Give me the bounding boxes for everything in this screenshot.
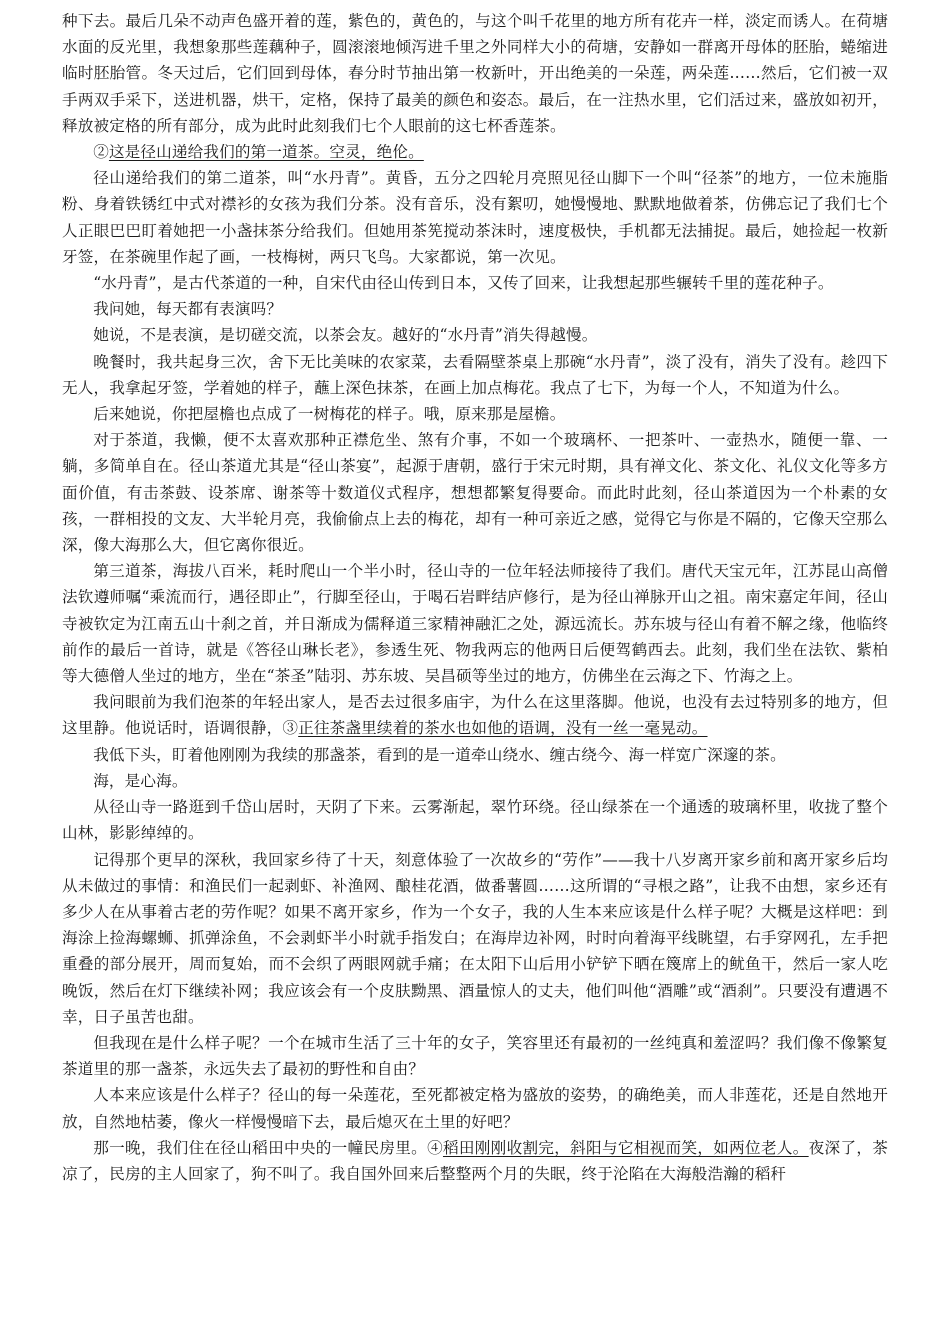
paragraph (62, 689, 888, 741)
underlined-text: 正往茶盏里续着的茶水也如他的语调，没有一丝一毫晃动。 (298, 719, 708, 738)
text-segment: 后来她说，你把屋檐也点成了一树梅花的样子。哦，原来那是屋檐。 (93, 405, 566, 424)
underlined-text: 这是径山递给我们的第一道茶。空灵，绝伦。 (108, 143, 424, 162)
paragraph (62, 742, 888, 768)
text-segment: 我问她，每天都有表演吗？ (93, 300, 283, 319)
paragraph (62, 1135, 888, 1187)
paragraph (62, 847, 888, 1030)
text-segment: ③ (282, 719, 299, 738)
text-segment: 第三道茶，海拔八百米，耗时爬山一个半小时，径山寺的一位年轻法师接待了我们。唐代天宝元年，江苏昆山高僧法钦遵师嘱“乘流而行，遇径即止”，行脚至径山，于喝石岩畔结庐修行，是为径山禅脉开山之祖。南宋嘉定年间，径山寺被钦定为江南五山十刹之首，并日渐成为儒释道三家精神融汇之处，源远流长。苏东坡与径山有着不解之缘，他临终前作的最后一首诗，就是《答径山琳长老》，参透生死、物我两忘的他两日后便驾鹤西去。此刻，我们坐在法钦、紫柏等大德僧人坐过的地方，坐在“茶圣”陆羽、苏东坡、吴昌硕等坐过的地方，仿佛坐在云海之下、竹海之上。 (62, 562, 888, 686)
paragraph (62, 1082, 888, 1134)
text-segment: “水丹青”，是古代茶道的一种，自宋代由径山传到日本，又传了回来，让我想起那些辗转千里的莲花种子。 (93, 274, 834, 293)
article-body (62, 8, 888, 1187)
text-segment: 对于茶道，我懒，便不太喜欢那种正襟危坐、煞有介事，不如一个玻璃杯、一把茶叶、一壶热水，随便一靠、一躺，多简单自在。径山茶道尤其是“径山茶宴”，起源于唐朝，盛行于宋元时期，具有禅文化、茶文化、礼仪文化等多方面价值，有击茶鼓、设茶席、谢茶等十数道仪式程序，想想都繁复得要命。而此时此刻，径山茶道因为一个朴素的女孩，一群相投的文友、大半轮月亮，我偷偷点上去的梅花，却有一种可亲近之感，觉得它与你是不隔的，它像天空那么深，像大海那么大，但它离你很近。 (62, 431, 888, 555)
paragraph (62, 349, 888, 401)
text-segment: 她说，不是表演，是切磋交流，以茶会友。越好的“水丹青”消失得越慢。 (93, 326, 598, 345)
text-segment: 径山递给我们的第二道茶，叫“水丹青”。黄昏，五分之四轮月亮照见径山脚下一个叫“径茶”的地方，一位未施脂粉、身着铁锈红中式对襟衫的女孩为我们分茶。没有音乐，没有絮叨，她慢慢地、默默地做着茶，仿佛忘记了我们七个人正眼巴巴盯着她把一小盏抹茶分给我们。但她用茶筅搅动茶沫时，速度极快，手机都无法捕捉。最后，她捡起一枚新牙签，在茶碗里作起了画，一枝梅树，两只飞鸟。大家都说，第一次见。 (62, 169, 888, 266)
paragraph (62, 558, 888, 689)
paragraph (62, 794, 888, 846)
paragraph (62, 270, 888, 296)
text-segment: ② (93, 143, 109, 162)
paragraph (62, 165, 888, 270)
text-segment: 海，是心海。 (93, 771, 188, 790)
paragraph (62, 139, 888, 165)
text-segment: 晚餐时，我共起身三次，舍下无比美味的农家菜，去看隔壁茶桌上那碗“水丹青”，淡了没有，消失了没有。趁四下无人，我拿起牙签，学着她的样子，蘸上深色抹茶，在画上加点梅花。我点了七下，为每一个人，不知道为什么。 (62, 352, 888, 397)
text-segment: 那一晚，我们住在径山稻田中央的一幢民房里。 (93, 1138, 428, 1157)
text-segment: ④ (427, 1138, 443, 1157)
paragraph (62, 427, 888, 558)
text-segment: 从径山寺一路逛到千岱山居时，天阴了下来。云雾渐起，翠竹环绕。径山绿茶在一个通透的玻璃杯里，收拢了整个山林，影影绰绰的。 (62, 798, 888, 843)
paragraph (62, 768, 888, 794)
text-segment: 种下去。最后几朵不动声色盛开着的莲，紫色的，黄色的，与这个叫千花里的地方所有花卉一样，淡定而诱人。在荷塘水面的反光里，我想象那些莲藕种子，圆滚滚地倾泻进千里之外同样大小的荷塘，安静如一群离开母体的胚胎，蜷缩进临时胚胎管。冬天过后，它们回到母体，春分时节抽出第一枚新叶，开出绝美的一朵莲，两朵莲……然后，它们被一双手两双手采下，送进机器，烘干，定格，保持了最美的颜色和姿态。最后，在一注热水里，它们活过来，盛放如初开，释放被定格的所有部分，成为此时此刻我们七个人眼前的这七杯香莲茶。 (62, 12, 888, 135)
paragraph (62, 8, 888, 139)
paragraph (62, 322, 888, 348)
text-segment: 人本来应该是什么样子？径山的每一朵莲花，至死都被定格为盛放的姿势，的确绝美，而人非莲花，还是自然地开放，自然地枯萎，像火一样慢慢暗下去，最后熄灭在土里的好吧？ (62, 1086, 888, 1131)
text-segment: 记得那个更早的深秋，我回家乡待了十天，刻意体验了一次故乡的“劳作”——我十八岁离开家乡前和离开家乡后均从未做过的事情：和渔民们一起剥虾、补渔网、酿桂花酒，做番薯圆……这所谓的“寻根之路”，让我不由想，家乡还有多少人在从事着古老的劳作呢？如果不离开家乡，作为一个女子，我的人生本来应该是什么样子呢？大概是这样吧：到海涂上捡海螺蛳、抓弹涂鱼，不会剥虾半小时就手指发白；在海岸边补网，时时向着海平线眺望，右手穿网孔，左手把重叠的部分展开，周而复始，而不会织了两眼网就手痛；在太阳下山后用小铲铲下晒在篾席上的鱿鱼干，然后一家人吃晚饭，然后在灯下继续补网；我应该会有一个皮肤黝黑、酒量惊人的丈夫，他们叫他“酒雕”或“酒刹”。只要没有遭遇不幸，日子虽苦也甜。 (62, 850, 888, 1026)
text-segment: 我问眼前为我们泡茶的年轻出家人，是否去过很多庙宇，为什么在这里落脚。他说，也没有去过特别多的地方，但这里静。他说话时，语调很静， (62, 693, 888, 738)
text-segment: 我低下头，盯着他刚刚为我续的那盏茶，看到的是一道牵山绕水、缠古绕今、海一样宽广深邃的茶。 (93, 745, 786, 764)
underlined-text: 稻田刚刚收割完，斜阳与它相视而笑，如两位老人。 (442, 1138, 809, 1157)
text-segment: 但我现在是什么样子呢？一个在城市生活了三十年的女子，笑容里还有最初的一丝纯真和羞涩吗？我们像不像繁复茶道里的那一盏茶，永远失去了最初的野性和自由？ (62, 1033, 888, 1079)
paragraph (62, 1030, 888, 1082)
text-segment: 夜深了，茶凉了，民房的主人回家了，狗不叫了。我自国外回来后整整两个月的失眠，终于沦陷在大海般浩瀚的稻秆 (62, 1138, 888, 1183)
paragraph (62, 401, 888, 427)
paragraph (62, 296, 888, 322)
